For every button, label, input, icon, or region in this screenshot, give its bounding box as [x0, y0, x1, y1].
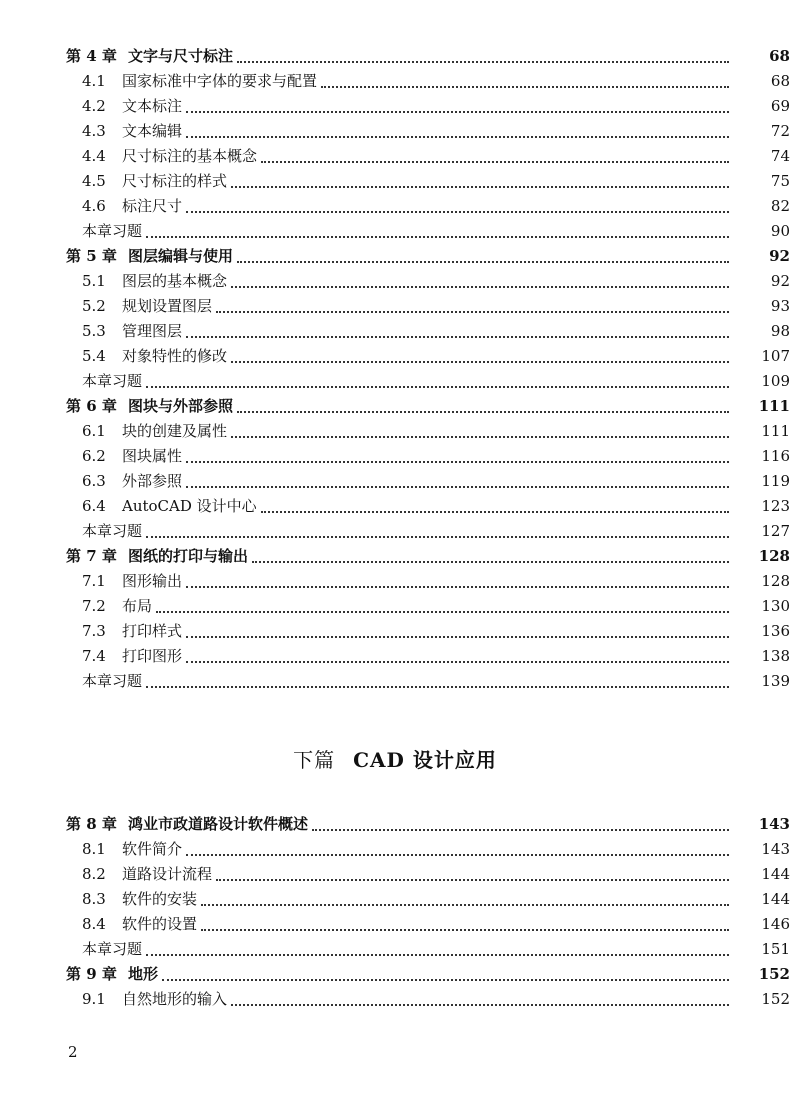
toc-entry-number: 5.3 [82, 322, 106, 340]
toc-entry-number: 7.1 [82, 572, 106, 590]
toc-entry-number: 7.2 [82, 597, 106, 615]
dot-leader [201, 928, 729, 931]
toc-entry-section[interactable] [0, 862, 790, 887]
toc-entry-number: 7.3 [82, 622, 106, 640]
dot-leader [252, 560, 729, 563]
toc-entry-label [0, 244, 233, 269]
toc-entry-number: 第 9 章 [66, 965, 117, 983]
toc-entry-label [0, 94, 182, 119]
toc-entry-number: 4.3 [82, 122, 106, 140]
toc-entry-title: 管理图层 [122, 322, 183, 340]
dot-leader [231, 285, 729, 288]
toc-entry-title: 软件的安装 [122, 890, 198, 908]
toc-entry-section[interactable] [0, 69, 790, 94]
toc-entry-page: 75 [770, 172, 790, 190]
toc-entry-page: 152 [758, 965, 790, 983]
toc-entry-title: 外部参照 [122, 472, 183, 490]
toc-entry-page: 151 [761, 940, 790, 958]
toc-entry-page: 111 [758, 397, 790, 415]
toc-entry-title: 软件的设置 [122, 915, 198, 933]
toc-entry-title: 本章习题 [82, 940, 143, 958]
toc-entry-label [0, 394, 233, 419]
toc-entry-label [0, 119, 182, 144]
toc-entry-title: 打印图形 [122, 647, 183, 665]
dot-leader [186, 335, 729, 338]
toc-entry-chapter[interactable] [0, 44, 790, 69]
dot-leader [237, 60, 729, 63]
dot-leader [201, 903, 729, 906]
toc-entry-page: 72 [770, 122, 790, 140]
toc-entry-label [0, 937, 142, 962]
toc-entry-page: 143 [758, 815, 790, 833]
toc-entry-page: 111 [761, 422, 790, 440]
toc-entry-page: 93 [770, 297, 790, 315]
toc-upper-list [0, 44, 790, 694]
toc-entry-section[interactable] [0, 987, 790, 1012]
dot-leader [186, 585, 729, 588]
toc-entry-title: 文字与尺寸标注 [128, 47, 234, 65]
toc-entry-chapter[interactable] [0, 962, 790, 987]
toc-entry-section[interactable] [0, 194, 790, 219]
toc-entry-section[interactable] [0, 344, 790, 369]
toc-entry-section[interactable] [0, 619, 790, 644]
toc-entry-title: 图层的基本概念 [122, 272, 228, 290]
toc-entry-title: 尺寸标注的样式 [122, 172, 228, 190]
toc-entry-exercise[interactable] [0, 937, 790, 962]
dot-leader [216, 310, 729, 313]
toc-entry-title: AutoCAD 设计中心 [122, 497, 257, 515]
toc-entry-label [0, 862, 212, 887]
toc-entry-title: 图块与外部参照 [128, 397, 234, 415]
toc-entry-title: 本章习题 [82, 672, 143, 690]
toc-lower-list [0, 812, 790, 1012]
toc-entry-title: 尺寸标注的基本概念 [122, 147, 258, 165]
toc-entry-section[interactable] [0, 494, 790, 519]
toc-entry-number: 第 5 章 [66, 247, 117, 265]
toc-entry-page: 82 [770, 197, 790, 215]
toc-entry-title: 图纸的打印与输出 [128, 547, 249, 565]
toc-entry-label [0, 544, 248, 569]
dot-leader [231, 185, 729, 188]
toc-entry-page: 144 [761, 865, 790, 883]
toc-entry-page: 139 [761, 672, 790, 690]
toc-entry-title: 本章习题 [82, 522, 143, 540]
toc-entry-label [0, 469, 182, 494]
toc-entry-section[interactable] [0, 269, 790, 294]
dot-leader [186, 485, 729, 488]
toc-entry-title: 图形输出 [122, 572, 183, 590]
toc-entry-section[interactable] [0, 119, 790, 144]
dot-leader [146, 385, 729, 388]
toc-entry-page: 109 [761, 372, 790, 390]
dot-leader [231, 1003, 729, 1006]
toc-entry-number: 4.5 [82, 172, 106, 190]
toc-entry-label [0, 962, 158, 987]
toc-entry-chapter[interactable] [0, 544, 790, 569]
toc-entry-title: 自然地形的输入 [122, 990, 228, 1008]
toc-entry-title: 软件简介 [122, 840, 183, 858]
toc-entry-number: 4.4 [82, 147, 106, 165]
toc-entry-section[interactable] [0, 594, 790, 619]
toc-entry-page: 144 [761, 890, 790, 908]
toc-entry-number: 第 7 章 [66, 547, 117, 565]
toc-entry-title: 国家标准中字体的要求与配置 [122, 72, 318, 90]
toc-entry-title: 对象特性的修改 [122, 347, 228, 365]
toc-entry-page: 68 [769, 47, 790, 65]
toc-entry-page: 138 [761, 647, 790, 665]
toc-entry-page: 116 [761, 447, 790, 465]
toc-entry-label [0, 594, 152, 619]
toc-entry-exercise[interactable] [0, 519, 790, 544]
toc-entry-exercise[interactable] [0, 369, 790, 394]
toc-entry-page: 152 [761, 990, 790, 1008]
toc-entry-number: 4.1 [82, 72, 106, 90]
toc-entry-section[interactable] [0, 94, 790, 119]
dot-leader [146, 535, 729, 538]
toc-entry-title: 文本标注 [122, 97, 183, 115]
dot-leader [186, 635, 729, 638]
toc-entry-number: 5.2 [82, 297, 106, 315]
toc-entry-label [0, 569, 182, 594]
toc-entry-label [0, 519, 142, 544]
dot-leader [237, 260, 729, 263]
dot-leader [186, 135, 729, 138]
toc-entry-section[interactable] [0, 569, 790, 594]
toc-entry-section[interactable] [0, 169, 790, 194]
toc-entry-page: 98 [770, 322, 790, 340]
toc-entry-title: 块的创建及属性 [122, 422, 228, 440]
dot-leader [231, 435, 729, 438]
toc-entry-title: 本章习题 [82, 222, 143, 240]
toc-entry-number: 8.2 [82, 865, 106, 883]
toc-entry-title: 图层编辑与使用 [128, 247, 234, 265]
toc-entry-label [0, 219, 142, 244]
toc-entry-page: 90 [770, 222, 790, 240]
toc-entry-page: 123 [761, 497, 790, 515]
toc-entry-label [0, 269, 227, 294]
toc-entry-chapter[interactable] [0, 244, 790, 269]
toc-entry-number: 9.1 [82, 990, 106, 1008]
toc-entry-section[interactable] [0, 419, 790, 444]
dot-leader [237, 410, 729, 413]
dot-leader [186, 110, 729, 113]
toc-entry-label [0, 194, 182, 219]
toc-entry-chapter[interactable] [0, 394, 790, 419]
toc-entry-label [0, 294, 212, 319]
toc-entry-label [0, 912, 197, 937]
toc-entry-title: 文本编辑 [122, 122, 183, 140]
dot-leader [146, 685, 729, 688]
toc-entry-title: 鸿业市政道路设计软件概述 [128, 815, 309, 833]
toc-entry-page: 92 [769, 247, 790, 265]
dot-leader [312, 828, 729, 831]
toc-entry-section[interactable] [0, 319, 790, 344]
dot-leader [321, 85, 729, 88]
toc-entry-label [0, 144, 257, 169]
toc-entry-page: 119 [761, 472, 790, 490]
toc-entry-label [0, 344, 227, 369]
toc-entry-label [0, 987, 227, 1012]
toc-entry-section[interactable] [0, 887, 790, 912]
toc-entry-title: 图块属性 [122, 447, 183, 465]
dot-leader [146, 953, 729, 956]
toc-entry-page: 127 [761, 522, 790, 540]
toc-entry-label [0, 644, 182, 669]
toc-entry-number: 6.1 [82, 422, 106, 440]
toc-entry-number: 8.4 [82, 915, 106, 933]
toc-entry-number: 6.3 [82, 472, 106, 490]
toc-entry-page: 130 [761, 597, 790, 615]
toc-entry-label [0, 444, 182, 469]
toc-entry-page: 146 [761, 915, 790, 933]
toc-entry-section[interactable] [0, 912, 790, 937]
toc-entry-page: 74 [770, 147, 790, 165]
dot-leader [231, 360, 729, 363]
toc-entry-number: 5.1 [82, 272, 106, 290]
part-label: 下篇 [293, 748, 336, 772]
toc-entry-page: 136 [761, 622, 790, 640]
toc-entry-number: 8.1 [82, 840, 106, 858]
toc-entry-title: 标注尺寸 [122, 197, 183, 215]
toc-entry-label [0, 669, 142, 694]
toc-entry-number: 4.6 [82, 197, 106, 215]
dot-leader [216, 878, 729, 881]
part-title [0, 744, 790, 773]
toc-entry-label [0, 619, 182, 644]
toc-entry-section[interactable] [0, 444, 790, 469]
toc-entry-number: 6.4 [82, 497, 106, 515]
toc-entry-title: 地形 [128, 965, 159, 983]
toc-entry-exercise[interactable] [0, 669, 790, 694]
toc-entry-number: 4.2 [82, 97, 106, 115]
toc-entry-title: 规划设置图层 [122, 297, 213, 315]
toc-entry-page: 107 [761, 347, 790, 365]
toc-entry-page: 69 [770, 97, 790, 115]
toc-entry-label [0, 69, 317, 94]
toc-entry-page: 68 [770, 72, 790, 90]
toc-entry-section[interactable] [0, 144, 790, 169]
toc-entry-section[interactable] [0, 294, 790, 319]
dot-leader [156, 610, 729, 613]
toc-entry-number: 6.2 [82, 447, 106, 465]
toc-entry-label [0, 812, 308, 837]
toc-entry-number: 7.4 [82, 647, 106, 665]
toc-entry-page: 128 [761, 572, 790, 590]
dot-leader [186, 660, 729, 663]
part-name: CAD 设计应用 [353, 748, 497, 772]
page-number: 2 [68, 1043, 78, 1061]
toc-entry-label [0, 169, 227, 194]
toc-entry-title: 打印样式 [122, 622, 183, 640]
toc-entry-number: 第 8 章 [66, 815, 117, 833]
toc-entry-section[interactable] [0, 837, 790, 862]
dot-leader [162, 978, 729, 981]
toc-entry-page: 128 [758, 547, 790, 565]
dot-leader [261, 160, 729, 163]
toc-entry-label [0, 494, 257, 519]
toc-entry-number: 第 4 章 [66, 47, 117, 65]
toc-entry-section[interactable] [0, 469, 790, 494]
toc-entry-section[interactable] [0, 644, 790, 669]
toc-entry-label [0, 837, 182, 862]
toc-entry-number: 第 6 章 [66, 397, 117, 415]
toc-entry-label [0, 419, 227, 444]
dot-leader [146, 235, 729, 238]
dot-leader [186, 210, 729, 213]
toc-entry-label [0, 887, 197, 912]
dot-leader [186, 853, 729, 856]
toc-entry-chapter[interactable] [0, 812, 790, 837]
dot-leader [261, 510, 729, 513]
toc-entry-label [0, 319, 182, 344]
toc-entry-title: 布局 [122, 597, 153, 615]
toc-entry-number: 8.3 [82, 890, 106, 908]
toc-entry-label [0, 369, 142, 394]
dot-leader [186, 460, 729, 463]
toc-entry-label [0, 44, 233, 69]
toc-entry-title: 道路设计流程 [122, 865, 213, 883]
toc-entry-exercise[interactable] [0, 219, 790, 244]
toc-entry-number: 5.4 [82, 347, 106, 365]
toc-entry-page: 92 [770, 272, 790, 290]
toc-entry-title: 本章习题 [82, 372, 143, 390]
toc-entry-page: 143 [761, 840, 790, 858]
